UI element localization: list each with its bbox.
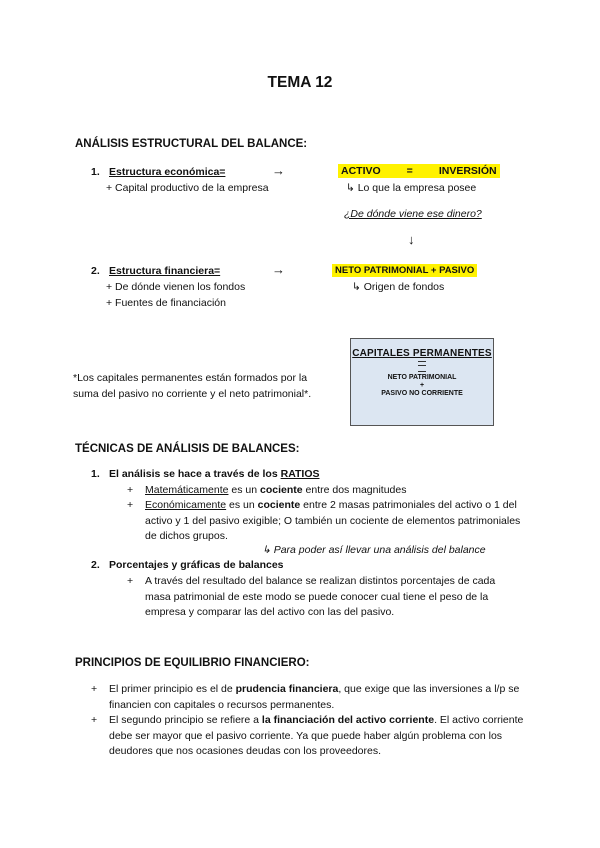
page-title: TEMA 12 xyxy=(267,74,333,91)
porcentajes-text: A través del resultado del balance se realizan distintos porcentajes de cada masa patrimonial de este modo se puede conocer cual tiene el peso de la empresa y comparar las del activo con las del pasivo. xyxy=(145,575,496,618)
bullet: + xyxy=(127,575,134,587)
porcentajes-heading: Porcentajes y gráficas de balances xyxy=(109,559,284,571)
bullet: + xyxy=(91,714,98,726)
item-number: 2. xyxy=(91,559,100,571)
right-arrow-icon: → xyxy=(272,163,285,178)
section-heading-tecnicas: TÉCNICAS DE ANÁLISIS DE BALANCES: xyxy=(75,443,300,455)
text-part: El segundo principio se refiere a xyxy=(109,714,262,726)
fuentes-financiacion-text: + Fuentes de financiación xyxy=(106,297,226,309)
question-text: ¿De dónde viene ese dinero? xyxy=(344,208,482,220)
inversion-label: INVERSIÓN xyxy=(427,164,500,178)
right-arrow-icon: → xyxy=(272,262,285,277)
box-pasivo: PASIVO NO CORRIENTE xyxy=(381,390,463,397)
prudencia-financiera: prudencia financiera xyxy=(235,683,339,695)
neto-pasivo-highlight: NETO PATRIMONIAL + PASIVO xyxy=(332,264,477,277)
primer-principio-text xyxy=(109,682,527,713)
analisis-note: ↳ Para poder así llevar una análisis del balance xyxy=(262,544,486,556)
capital-productivo-text: + Capital productivo de la empresa xyxy=(106,182,269,194)
bullet: + xyxy=(127,499,134,511)
text-part: es un xyxy=(226,499,258,511)
ratios-line xyxy=(109,468,320,480)
matematicamente-word: Matemáticamente xyxy=(145,484,229,496)
box-plus: + xyxy=(419,382,425,389)
origen-fondos-text: ↳ Origen de fondos xyxy=(352,281,445,293)
item-number: 2. xyxy=(91,265,100,277)
estructura-economica-label: Estructura económica= xyxy=(109,166,226,178)
equals-sign: = xyxy=(393,164,427,178)
down-arrow-icon: ↓ xyxy=(408,232,415,247)
activo-inversion-highlight xyxy=(338,165,500,177)
item-number: 1. xyxy=(91,468,100,480)
segundo-principio-text xyxy=(109,713,527,760)
equals-icon xyxy=(418,361,426,372)
matematicamente-text xyxy=(145,484,407,496)
estructura-financiera-label: Estructura financiera= xyxy=(109,265,221,277)
text-part: . El activo corriente debe ser mayor que el pasivo corriente. Ya que puede haber algún problema con los deudores que nos ocasiones deudas con los proveedores. xyxy=(109,714,524,757)
box-neto: NETO PATRIMONIAL xyxy=(387,374,457,381)
capitales-permanentes-box xyxy=(350,338,494,426)
economicamente-text xyxy=(145,498,521,545)
text-part: entre 2 masas patrimoniales del activo o 1 del activo y 1 del pasivo exigible; O también un cociente de elementos patrimoniales de dichos grupos. xyxy=(145,499,521,542)
section-heading-principios: PRINCIPIOS DE EQUILIBRIO FINANCIERO: xyxy=(75,657,310,669)
bullet: + xyxy=(127,484,134,496)
text-part: es un xyxy=(228,484,260,496)
activo-label: ACTIVO xyxy=(338,164,393,178)
ratios-word: RATIOS xyxy=(280,468,320,480)
item-number: 1. xyxy=(91,166,100,178)
ratios-intro: El análisis se hace a través de los xyxy=(109,468,281,480)
cociente-word: cociente xyxy=(259,484,303,496)
text-part: , que exige que las inversiones a l/p se financien con capitales o recursos permanentes. xyxy=(109,683,520,711)
de-donde-vienen-text: + De dónde vienen los fondos xyxy=(106,281,246,293)
text-part: El primer principio es el de xyxy=(109,683,236,695)
capitales-note: *Los capitales permanentes están formados por la suma del pasivo no corriente y el neto patrimonial*. xyxy=(73,372,312,400)
bullet: + xyxy=(91,683,98,695)
text-part: entre dos magnitudes xyxy=(302,484,407,496)
box-title: CAPITALES PERMANENTES xyxy=(352,348,492,359)
cociente-word: cociente xyxy=(257,499,301,511)
section-heading-estructural: ANÁLISIS ESTRUCTURAL DEL BALANCE: xyxy=(75,138,308,150)
financiacion-activo-corriente: la financiación del activo corriente xyxy=(261,714,435,726)
lo-que-posee-text: ↳ Lo que la empresa posee xyxy=(346,182,477,194)
economicamente-word: Económicamente xyxy=(145,499,227,511)
